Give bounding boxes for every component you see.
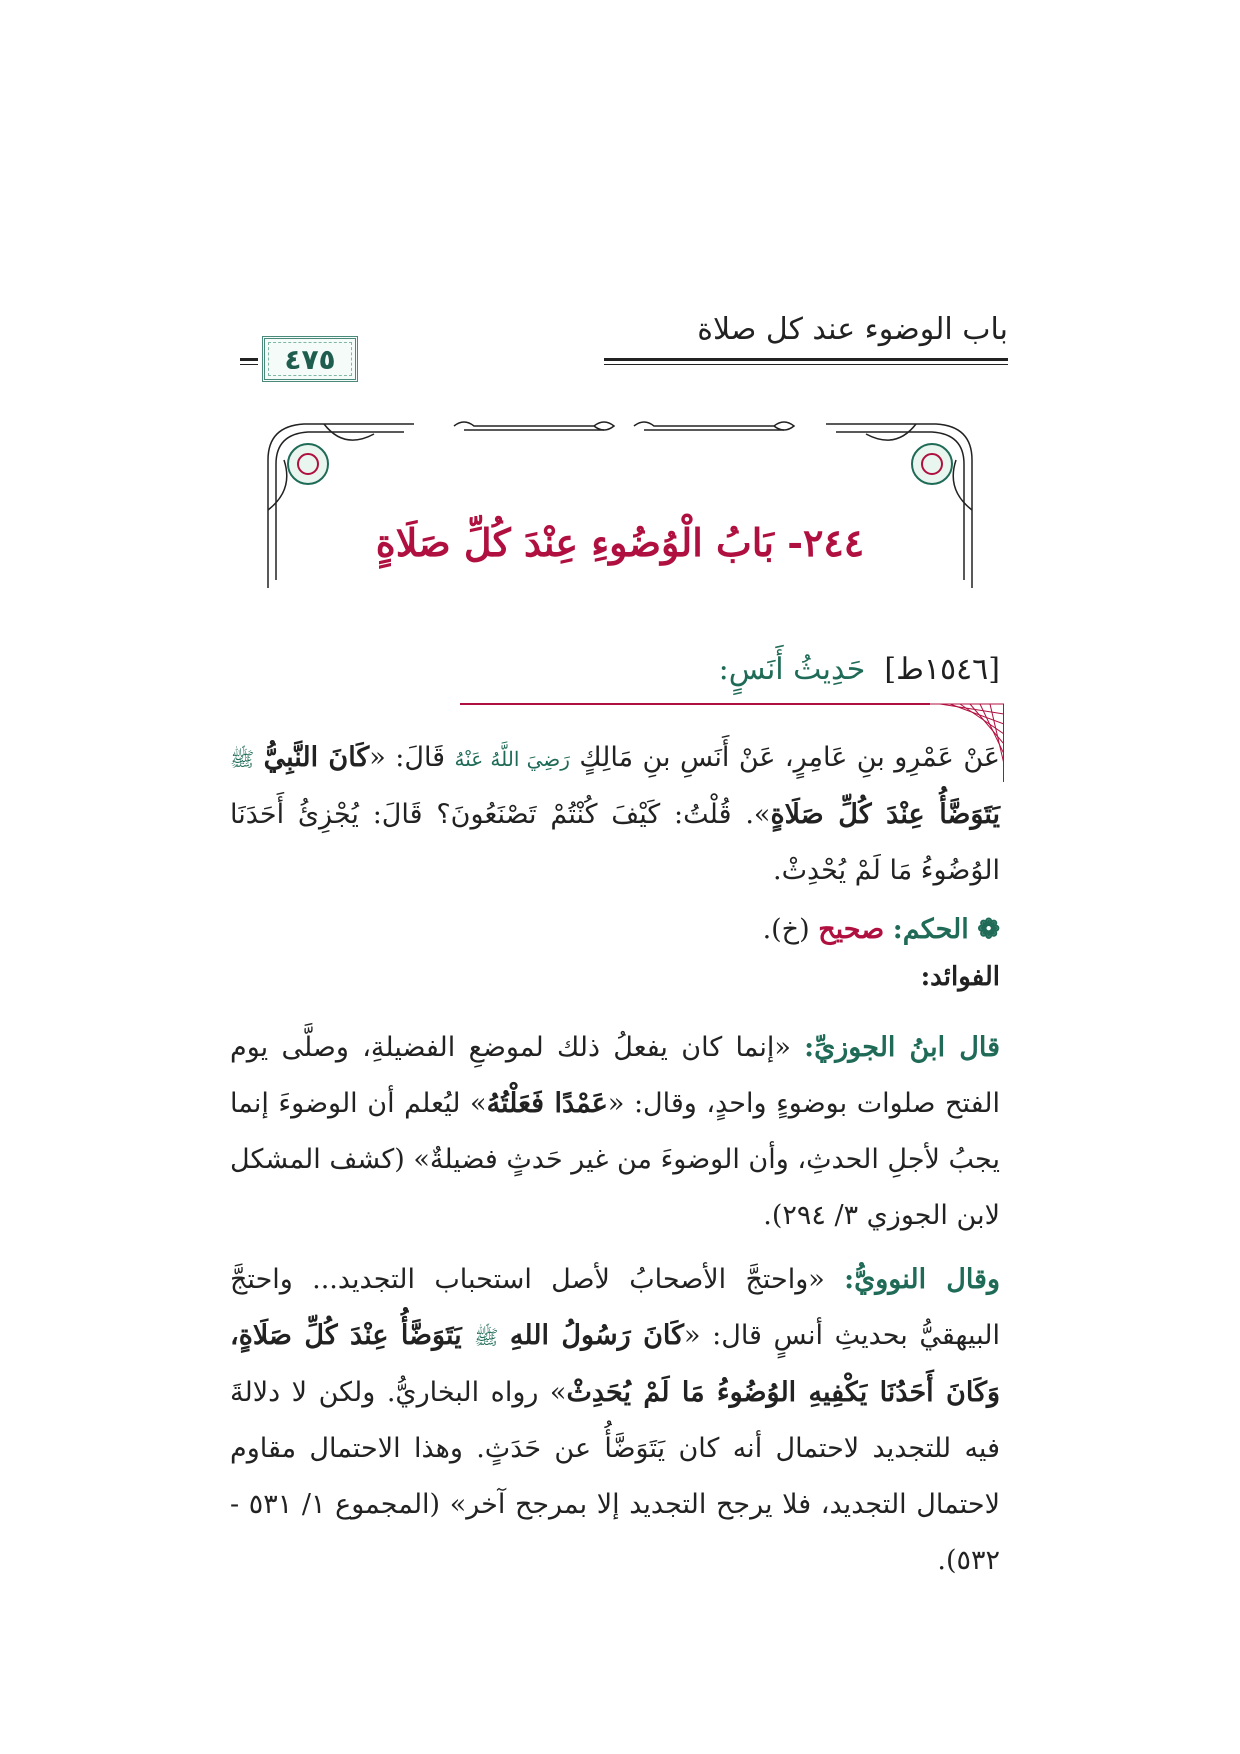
fawaid-heading: الفوائد: — [920, 962, 1000, 992]
salla-symbol: ﷺ — [230, 747, 255, 771]
hadith-text — [230, 730, 1000, 899]
hadith-quote-1: كَانَ النَّبِيُّ — [263, 742, 370, 773]
header-rule-left — [240, 358, 258, 361]
ruling-source: (خ). — [762, 914, 819, 945]
ruling-line — [240, 902, 1000, 958]
top-cartouche-ornament — [454, 422, 794, 430]
header-rule-thin — [604, 364, 1008, 365]
page-number: ٤٧٥ — [284, 343, 336, 376]
nawawi-quote-1: كَانَ رَسُولُ اللهِ — [509, 1320, 684, 1351]
page-number-frame — [262, 336, 358, 382]
running-title: باب الوضوء عند كل صلاة — [697, 312, 1008, 347]
hadith-quote-2: يَتَوَضَّأُ عِنْدَ كُلِّ صَلَاةٍ — [770, 799, 1000, 830]
salla-symbol: ﷺ — [474, 1325, 499, 1349]
header-rule — [604, 358, 1008, 361]
jawzi-text-2: » ليُعلم أن الوضوءَ إنما يجبُ لأجلِ الحدثِ، وأن الوضوءَ من غير حَدثٍ فضيلةٌ» (كشف المشكل لابن الجوزي ٣/ ٢٩٤). — [230, 1088, 1000, 1231]
header-rule-left-thin — [240, 364, 258, 365]
nawawi-text-1: «واحتجَّ الأصحابُ لأصل استحباب التجديد... واحتجَّ البيهقيُّ بحديثِ أنسٍ قال: « — [230, 1264, 1000, 1351]
chapter-title: ٢٤٤- بَابُ الْوُضُوءِ عِنْدَ كُلِّ صَلَاةٍ — [375, 520, 865, 565]
jawzi-text-1: «إنما كان يفعلُ ذلك لموضعِ الفضيلةِ، وصلَّى يوم الفتح صلوات بوضوءٍ واحدٍ، وقال: « — [230, 1032, 1000, 1119]
nawawi-scholar: وقال النوويُّ: — [844, 1264, 1000, 1295]
jawzi-scholar: قال ابنُ الجوزيِّ: — [804, 1032, 1000, 1063]
right-rosette-icon — [912, 444, 952, 484]
nawawi-quote-2: يَتَوَضَّأُ عِنْدَ كُلِّ صَلَاةٍ، وَكَانَ أَحَدُنَا يَكْفِيهِ الوُضُوءُ مَا لَمْ يُحَدِثْ — [230, 1320, 1000, 1408]
flower-ornament-icon: ❁ — [977, 914, 1000, 945]
jawzi-quote: عَمْدًا فَعَلْتُهُ — [486, 1088, 608, 1119]
left-rosette-icon — [288, 444, 328, 484]
jawzi-paragraph — [230, 1020, 1000, 1244]
hadith-text-part2: قَالَ: « — [369, 742, 455, 773]
nawawi-text-2: » رواه البخاريُّ. ولكن لا دلالةَ فيه للتجديد لاحتمال أنه كان يَتَوَضَّأُ عن حَدَثٍ. وهذا الاحتمال مقاوم لاحتمال التجديد، فلا يرجح التجديد إلا بمرجح آخر» (المجموع ١/ ٥٣١ - ٥٣٢). — [230, 1377, 1000, 1576]
hadith-label: حَدِيثُ أَنَسٍ: — [718, 652, 866, 687]
nawawi-paragraph — [230, 1252, 1000, 1589]
hadith-text-part3: ». قُلْتُ: كَيْفَ كُنْتُمْ تَصْنَعُونَ؟ قَالَ: يُجْزِئُ أَحَدَنَا الوُضُوءُ مَا لَمْ يُحْدِثْ. — [230, 799, 1000, 886]
hadith-heading — [240, 652, 1000, 687]
ruling-label: الحكم: — [892, 914, 969, 945]
hadith-number: [١٥٤٦ط] — [884, 652, 1000, 687]
running-header — [240, 312, 1008, 376]
chapter-ornament — [264, 420, 976, 590]
radiallah-symbol: رَضِيَ اللَّهُ عَنْهُ — [454, 747, 570, 771]
hadith-text-part1: عَنْ عَمْرِو بنِ عَامِرٍ، عَنْ أَنَسِ بنِ مَالِكٍ — [569, 742, 1000, 773]
ruling-value: صحيح — [818, 914, 885, 945]
